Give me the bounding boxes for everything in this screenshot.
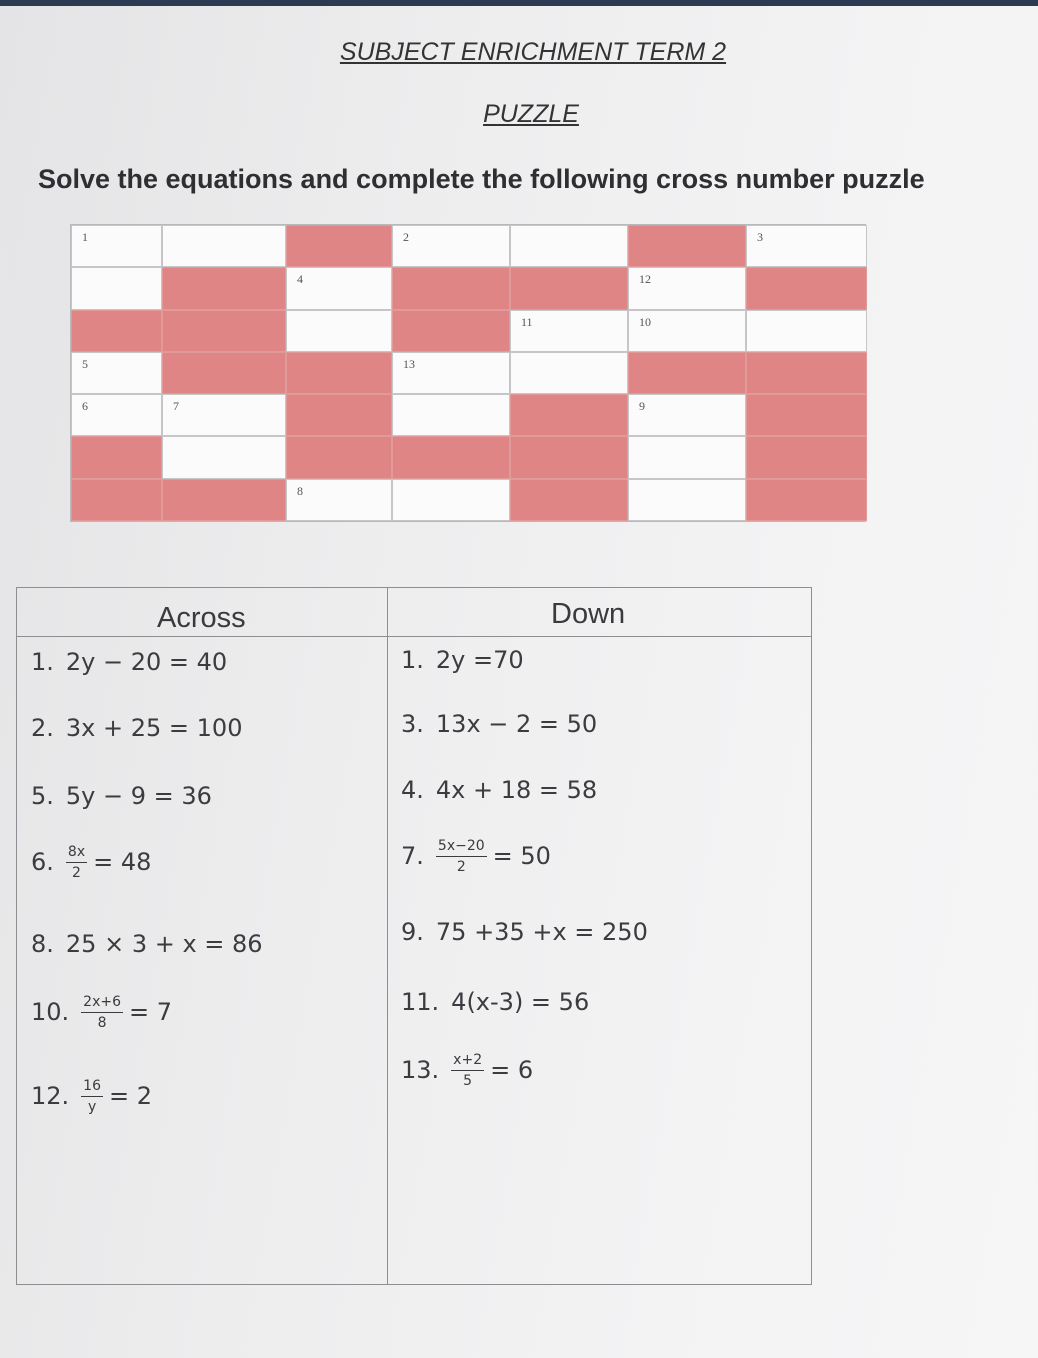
- cell-number: 7: [173, 399, 179, 414]
- across-clue: [31, 774, 212, 818]
- grid-cell[interactable]: [746, 310, 867, 352]
- grid-cell: [510, 479, 628, 521]
- clue-text: 13x − 2 = 50: [435, 710, 598, 738]
- clue-number: 11.: [401, 988, 440, 1016]
- clue-text: 4x + 18 = 58: [435, 776, 598, 804]
- clue-fraction: [81, 994, 123, 1030]
- page-subtitle: PUZZLE: [483, 100, 579, 128]
- cell-number: 3: [757, 230, 763, 244]
- grid-cell: [628, 225, 746, 267]
- cell-number: 1: [82, 230, 88, 244]
- grid-cell: [162, 352, 286, 394]
- puzzle-grid: [70, 224, 866, 522]
- clue-text: 5y − 9 = 36: [65, 782, 212, 810]
- cell-number: 6: [82, 399, 88, 414]
- grid-cell: [746, 436, 867, 478]
- down-clue: [401, 910, 648, 954]
- grid-cell[interactable]: [510, 352, 628, 394]
- down-clue: [401, 638, 524, 682]
- grid-cell[interactable]: [286, 310, 392, 352]
- clue-text: = 48: [93, 848, 152, 876]
- grid-cell[interactable]: [628, 394, 746, 436]
- column-divider: [387, 588, 388, 1284]
- page-title: SUBJECT ENRICHMENT TERM 2: [339, 38, 727, 66]
- cell-number: 11: [521, 314, 533, 329]
- grid-cell[interactable]: [510, 310, 628, 352]
- grid-cell[interactable]: [286, 267, 392, 309]
- clue-number: 1.: [31, 648, 54, 676]
- top-edge: [0, 0, 1038, 6]
- grid-cell[interactable]: [628, 436, 746, 478]
- clue-number: 6.: [31, 848, 54, 876]
- clue-number: 3.: [401, 710, 424, 738]
- across-clue: [31, 922, 263, 966]
- grid-cell[interactable]: [162, 394, 286, 436]
- clue-fraction: [451, 1052, 484, 1088]
- grid-cell[interactable]: [71, 352, 162, 394]
- clue-text: 2y − 20 = 40: [65, 648, 228, 676]
- grid-cell: [71, 310, 162, 352]
- clue-fraction: [81, 1078, 103, 1114]
- grid-cell: [71, 436, 162, 478]
- grid-cell: [162, 479, 286, 521]
- grid-cell: [392, 436, 510, 478]
- clue-number: 10.: [31, 998, 70, 1026]
- cell-number: 10: [639, 314, 651, 329]
- across-clue: [31, 840, 151, 884]
- grid-cell[interactable]: [628, 479, 746, 521]
- across-clue: [31, 990, 172, 1034]
- grid-cell[interactable]: [392, 394, 510, 436]
- grid-cell: [746, 394, 867, 436]
- fraction-denominator: y: [87, 1099, 97, 1115]
- grid-cell[interactable]: [628, 267, 746, 309]
- grid-cell: [746, 352, 867, 394]
- clue-number: 8.: [31, 930, 54, 958]
- clue-number: 4.: [401, 776, 424, 804]
- grid-cell: [746, 479, 867, 521]
- grid-cell: [510, 436, 628, 478]
- down-clue: [401, 768, 597, 812]
- clue-text: 4(x-3) = 56: [451, 988, 590, 1016]
- cell-number: 8: [297, 483, 303, 498]
- clues-table: [16, 587, 812, 1285]
- grid-cell[interactable]: [71, 267, 162, 309]
- clue-text: = 6: [490, 1056, 534, 1084]
- fraction-numerator: 16: [81, 1078, 103, 1097]
- grid-cell[interactable]: [628, 310, 746, 352]
- instructions-text: Solve the equations and complete the following cross number puzzle: [38, 164, 925, 194]
- clue-number: 1.: [401, 646, 424, 674]
- down-clue: [401, 1048, 533, 1092]
- grid-cell[interactable]: [392, 352, 510, 394]
- grid-cell[interactable]: [71, 394, 162, 436]
- fraction-numerator: 5x−20: [436, 838, 487, 857]
- grid-cell[interactable]: [162, 436, 286, 478]
- grid-cell: [510, 267, 628, 309]
- grid-cell: [71, 479, 162, 521]
- clue-text: = 2: [109, 1082, 153, 1110]
- clue-fraction: [436, 838, 487, 874]
- grid-cell: [286, 352, 392, 394]
- grid-cell[interactable]: [510, 225, 628, 267]
- down-clue: [401, 834, 551, 878]
- grid-cell: [392, 310, 510, 352]
- fraction-numerator: 8x: [66, 844, 87, 863]
- grid-cell: [286, 436, 392, 478]
- clue-number: 12.: [31, 1082, 70, 1110]
- header-divider: [17, 636, 811, 637]
- grid-cell[interactable]: [392, 479, 510, 521]
- grid-cell: [162, 267, 286, 309]
- grid-cell: [746, 267, 867, 309]
- fraction-denominator: 5: [463, 1073, 473, 1089]
- grid-cell[interactable]: [286, 479, 392, 521]
- cell-number: 5: [82, 356, 88, 371]
- down-clue: [401, 980, 589, 1024]
- down-clue: [401, 702, 597, 746]
- clue-number: 5.: [31, 782, 54, 810]
- fraction-denominator: 2: [456, 859, 466, 875]
- clue-number: 7.: [401, 842, 424, 870]
- grid-cell[interactable]: [71, 225, 162, 267]
- across-clue: [31, 640, 227, 684]
- clue-number: 13.: [401, 1056, 440, 1084]
- grid-cell: [628, 352, 746, 394]
- grid-cell[interactable]: [392, 225, 510, 267]
- down-heading: Down: [551, 598, 626, 630]
- clue-fraction: [66, 844, 87, 880]
- clue-text: 3x + 25 = 100: [65, 714, 243, 742]
- cell-number: 2: [403, 230, 409, 244]
- cell-number: 4: [297, 272, 303, 287]
- grid-cell[interactable]: [746, 225, 867, 267]
- fraction-numerator: x+2: [451, 1052, 484, 1071]
- fraction-denominator: 2: [72, 865, 81, 881]
- clue-text: 75 +35 +x = 250: [435, 918, 648, 946]
- grid-cell: [510, 394, 628, 436]
- across-heading: Across: [157, 602, 246, 634]
- grid-cell: [286, 225, 392, 267]
- clue-text: 2y =70: [435, 646, 524, 674]
- grid-cell[interactable]: [162, 225, 286, 267]
- clue-text: = 50: [492, 842, 551, 870]
- grid-cell: [392, 267, 510, 309]
- grid-cell: [162, 310, 286, 352]
- across-clue: [31, 1074, 152, 1118]
- cell-number: 9: [639, 399, 645, 414]
- fraction-numerator: 2x+6: [81, 994, 123, 1013]
- clue-text: 25 × 3 + x = 86: [65, 930, 263, 958]
- cell-number: 12: [639, 272, 651, 287]
- across-clue: [31, 706, 242, 750]
- fraction-denominator: 8: [97, 1015, 107, 1031]
- cell-number: 13: [403, 356, 415, 371]
- grid-cell: [286, 394, 392, 436]
- clue-number: 2.: [31, 714, 54, 742]
- clue-number: 9.: [401, 918, 424, 946]
- clue-text: = 7: [129, 998, 173, 1026]
